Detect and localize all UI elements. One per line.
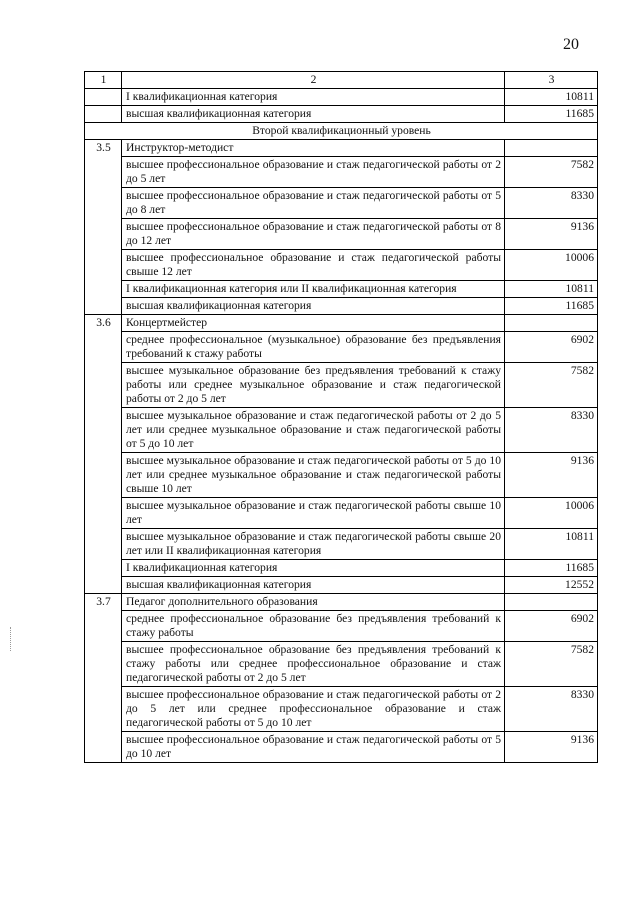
row-label: высшее профессиональное образование и стаж педагогической работы от 8 до 12 лет xyxy=(122,219,505,250)
row-value: 8330 xyxy=(505,408,598,453)
row-label: высшее профессиональное образование без предъявления требований к стажу работы или среднее профессиональное образование и стаж педагогической работы от 2 до 5 лет xyxy=(122,642,505,687)
table-row xyxy=(85,157,598,188)
table-row xyxy=(85,560,598,577)
row-value: 10811 xyxy=(505,281,598,298)
row-value: 12552 xyxy=(505,577,598,594)
table-row xyxy=(85,332,598,363)
row-label: высшее профессиональное образование и стаж педагогической работы от 5 до 8 лет xyxy=(122,188,505,219)
table-row xyxy=(85,453,598,498)
table-row xyxy=(85,498,598,529)
row-label: высшее профессиональное образование и стаж педагогической работы от 5 до 10 лет xyxy=(122,732,505,763)
row-label: высшее музыкальное образование без предъявления требований к стажу работы или среднее музыкальное образование и стаж педагогической работы от 2 до 5 лет xyxy=(122,363,505,408)
number-cell xyxy=(85,106,122,123)
row-label: высшее профессиональное образование и стаж педагогической работы свыше 12 лет xyxy=(122,250,505,281)
empty-value-cell xyxy=(505,315,598,332)
page-number: 20 xyxy=(563,36,579,53)
row-label: среднее профессиональное образование без предъявления требований к стажу работы xyxy=(122,611,505,642)
row-label: среднее профессиональное (музыкальное) образование без предъявления требований к стажу работы xyxy=(122,332,505,363)
table-row xyxy=(85,250,598,281)
row-value: 7582 xyxy=(505,363,598,408)
table-row xyxy=(85,732,598,763)
margin-mark xyxy=(10,627,13,651)
table-row xyxy=(85,89,598,106)
row-value: 9136 xyxy=(505,219,598,250)
row-value: 6902 xyxy=(505,332,598,363)
empty-value-cell xyxy=(505,594,598,611)
row-value: 8330 xyxy=(505,687,598,732)
row-value: 10811 xyxy=(505,529,598,560)
table-row xyxy=(85,281,598,298)
group-title-row xyxy=(85,315,598,332)
row-label: высшая квалификационная категория xyxy=(122,106,505,123)
row-label: высшая квалификационная категория xyxy=(122,298,505,315)
table-row xyxy=(85,611,598,642)
group-number: 3.6 xyxy=(85,315,122,594)
row-value: 11685 xyxy=(505,560,598,577)
group-number: 3.7 xyxy=(85,594,122,763)
table-row xyxy=(85,408,598,453)
table-row xyxy=(85,219,598,250)
header-row xyxy=(85,72,598,89)
row-label: I квалификационная категория или II квалификационная категория xyxy=(122,281,505,298)
salary-table xyxy=(84,71,598,763)
row-value: 6902 xyxy=(505,611,598,642)
row-label: высшее музыкальное образование и стаж педагогической работы от 2 до 5 лет или среднее музыкальное образование и стаж педагогической работы от 5 до 10 лет xyxy=(122,408,505,453)
group-title-row xyxy=(85,594,598,611)
row-label: высшее музыкальное образование и стаж педагогической работы от 5 до 10 лет или среднее музыкальное образование и стаж педагогической работы свыше 10 лет xyxy=(122,453,505,498)
row-value: 10006 xyxy=(505,250,598,281)
row-label: высшее музыкальное образование и стаж педагогической работы свыше 20 лет или II квалификационная категория xyxy=(122,529,505,560)
row-value: 9136 xyxy=(505,732,598,763)
row-value: 11685 xyxy=(505,106,598,123)
table-row xyxy=(85,577,598,594)
row-value: 9136 xyxy=(505,453,598,498)
group-title: Педагог дополнительного образования xyxy=(122,594,505,611)
row-label: высшее музыкальное образование и стаж педагогической работы свыше 10 лет xyxy=(122,498,505,529)
empty-value-cell xyxy=(505,140,598,157)
row-value: 7582 xyxy=(505,157,598,188)
row-value: 10006 xyxy=(505,498,598,529)
row-label: I квалификационная категория xyxy=(122,560,505,577)
row-value: 11685 xyxy=(505,298,598,315)
header-col-1: 1 xyxy=(85,72,122,89)
header-col-3: 3 xyxy=(505,72,598,89)
row-label: I квалификационная категория xyxy=(122,89,505,106)
table-row xyxy=(85,363,598,408)
table-row xyxy=(85,298,598,315)
table-row xyxy=(85,529,598,560)
row-value: 8330 xyxy=(505,188,598,219)
row-label: высшее профессиональное образование и стаж педагогической работы от 2 до 5 лет xyxy=(122,157,505,188)
table-row xyxy=(85,188,598,219)
section-row xyxy=(85,123,598,140)
group-title: Концертмейстер xyxy=(122,315,505,332)
table-row xyxy=(85,642,598,687)
header-col-2: 2 xyxy=(122,72,505,89)
group-title-row xyxy=(85,140,598,157)
number-cell xyxy=(85,89,122,106)
group-title: Инструктор-методист xyxy=(122,140,505,157)
table-row xyxy=(85,106,598,123)
section-title: Второй квалификационный уровень xyxy=(85,123,598,140)
row-label: высшее профессиональное образование и стаж педагогической работы от 2 до 5 лет или среднее профессиональное образование и стаж педагогической работы от 5 до 10 лет xyxy=(122,687,505,732)
table-row xyxy=(85,687,598,732)
row-value: 10811 xyxy=(505,89,598,106)
row-label: высшая квалификационная категория xyxy=(122,577,505,594)
group-number: 3.5 xyxy=(85,140,122,315)
row-value: 7582 xyxy=(505,642,598,687)
